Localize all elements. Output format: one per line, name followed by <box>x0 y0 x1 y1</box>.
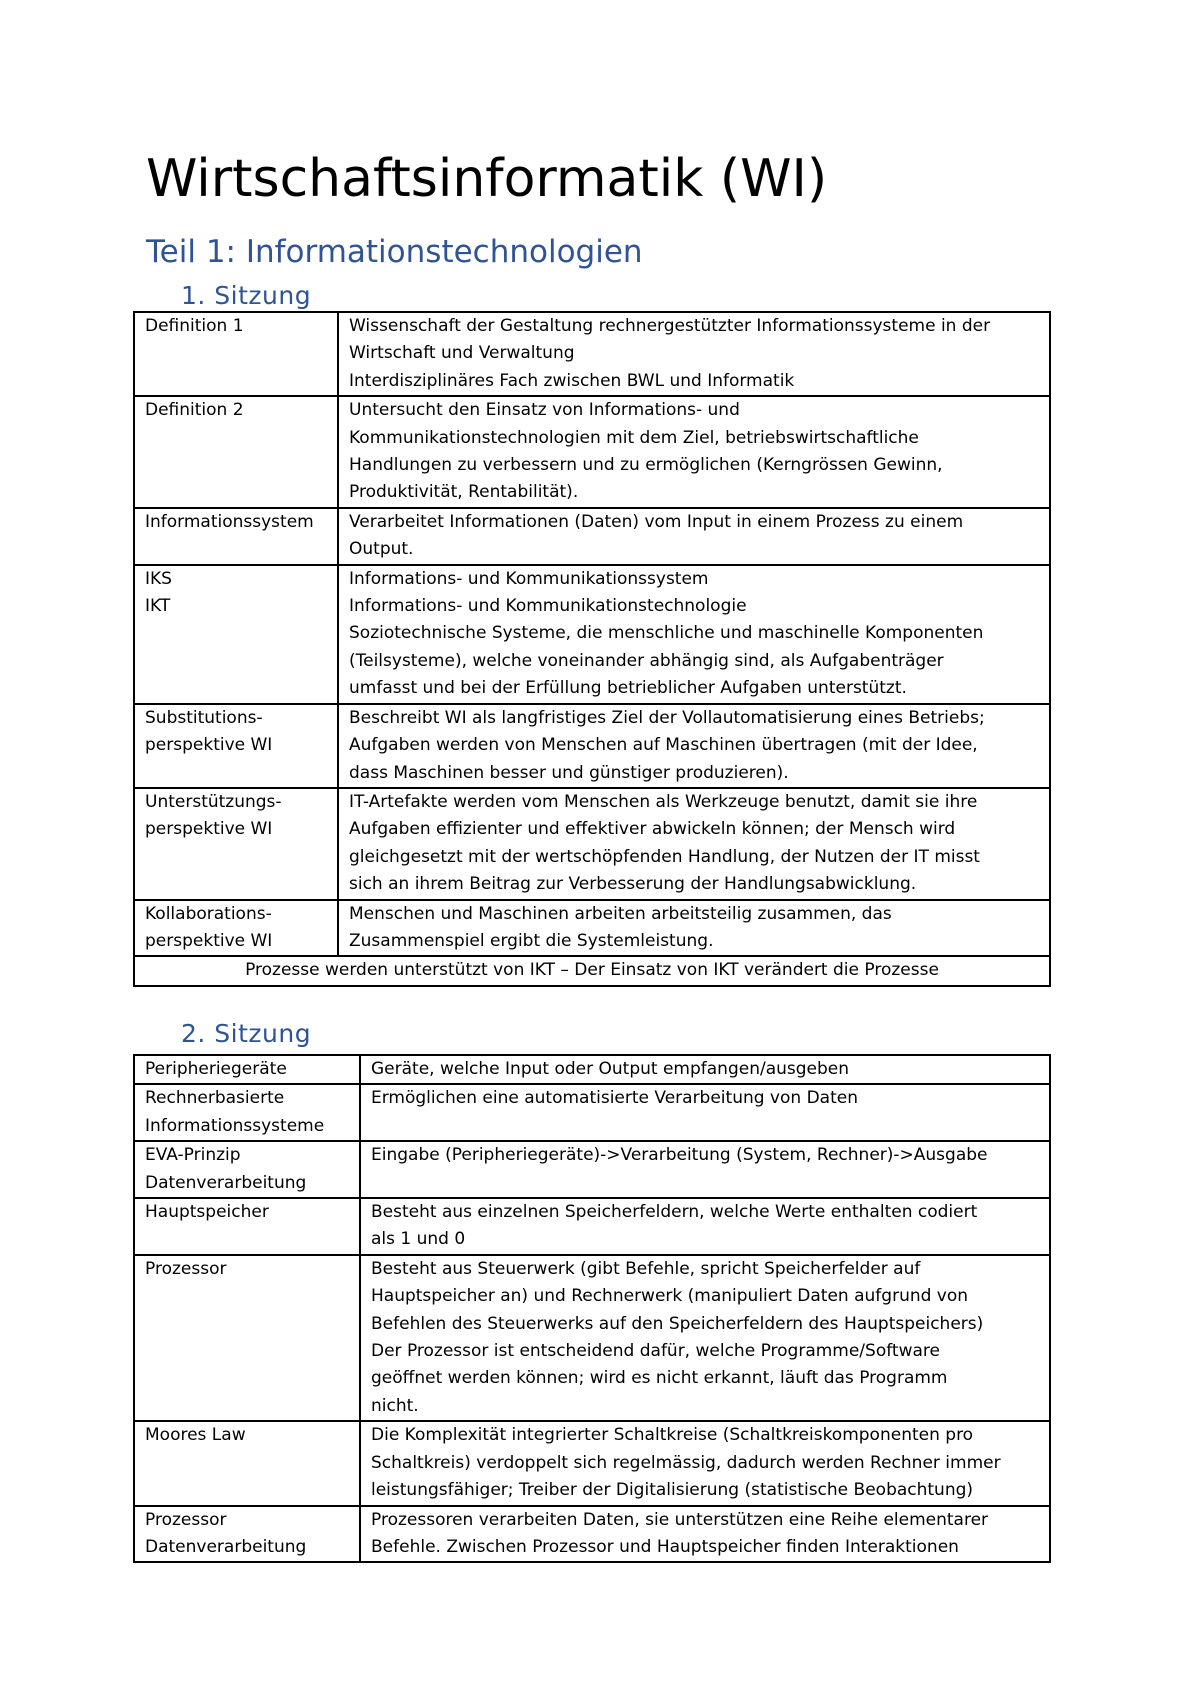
definition-line: Untersucht den Einsatz von Informations- und <box>349 400 740 421</box>
definition-line: Handlungen zu verbessern und zu ermöglichen (Kerngrössen Gewinn, <box>349 455 943 476</box>
definition-line: Der Prozessor ist entscheidend dafür, welche Programme/Software <box>371 1341 940 1362</box>
table-footer-row <box>134 956 1050 985</box>
definition-line: Befehlen des Steuerwerks auf den Speicherfeldern des Hauptspeichers) <box>371 1313 984 1334</box>
definition-line: Prozessoren verarbeiten Daten, sie unterstützen eine Reihe elementarer <box>371 1509 989 1530</box>
definition-line: (Teilsysteme), welche voneinander abhängig sind, als Aufgabenträger <box>349 650 944 671</box>
definition-line: als 1 und 0 <box>371 1229 466 1250</box>
term-line: Definition 2 <box>145 400 244 421</box>
definition-line: Besteht aus Steuerwerk (gibt Befehle, spricht Speicherfelder auf <box>371 1258 921 1279</box>
term-line: Unterstützungs- <box>145 791 282 812</box>
table-row <box>134 1255 1050 1421</box>
definition-line: sich an ihrem Beitrag zur Verbesserung der Handlungsabwicklung. <box>349 874 917 895</box>
table-row <box>134 1421 1050 1505</box>
term-cell <box>134 1141 360 1198</box>
definition-line: Eingabe (Peripheriegeräte)->Verarbeitung (System, Rechner)->Ausgabe <box>371 1145 988 1166</box>
definition-cell <box>360 1084 1050 1141</box>
table-row <box>134 1084 1050 1141</box>
session-1-heading: 1. Sitzung <box>181 281 312 310</box>
term-line: Moores Law <box>145 1425 246 1446</box>
definition-line: Befehle. Zwischen Prozessor und Hauptspeicher finden Interaktionen <box>371 1536 959 1557</box>
table-row <box>134 1506 1050 1563</box>
term-cell <box>134 1084 360 1141</box>
definition-line: Wirtschaft und Verwaltung <box>349 343 575 364</box>
table-row <box>134 1141 1050 1198</box>
term-line: Rechnerbasierte <box>145 1088 285 1109</box>
document-title: Wirtschaftsinformatik (WI) <box>146 149 828 209</box>
definition-line: Zusammenspiel ergibt die Systemleistung. <box>349 930 714 951</box>
definition-line: Beschreibt WI als langfristiges Ziel der Vollautomatisierung eines Betriebs; <box>349 707 985 728</box>
table-row <box>134 1198 1050 1255</box>
term-line: Prozessor <box>145 1258 227 1279</box>
definition-line: Produktivität, Rentabilität). <box>349 482 579 503</box>
definition-line: Informations- und Kommunikationssystem <box>349 568 709 589</box>
definition-line: Ermöglichen eine automatisierte Verarbeitung von Daten <box>371 1088 858 1109</box>
definition-line: Aufgaben werden von Menschen auf Maschinen übertragen (mit der Idee, <box>349 735 978 756</box>
definition-line: nicht. <box>371 1395 419 1416</box>
definition-line: Die Komplexität integrierter Schaltkreise (Schaltkreiskomponenten pro <box>371 1425 974 1446</box>
definition-line: Interdisziplinäres Fach zwischen BWL und Informatik <box>349 370 795 391</box>
term-cell <box>134 788 338 900</box>
term-cell <box>134 1421 360 1505</box>
definition-cell <box>338 312 1050 396</box>
definition-line: umfasst und bei der Erfüllung betrieblicher Aufgaben unterstützt. <box>349 678 907 699</box>
term-cell <box>134 1255 360 1421</box>
table-row <box>134 704 1050 788</box>
definition-line: Aufgaben effizienter und effektiver abwickeln können; der Mensch wird <box>349 819 956 840</box>
definition-line: IT-Artefakte werden vom Menschen als Werkzeuge benutzt, damit sie ihre <box>349 791 978 812</box>
definition-cell <box>360 1055 1050 1084</box>
definition-cell <box>338 900 1050 957</box>
term-cell <box>134 565 338 704</box>
definition-cell <box>360 1141 1050 1198</box>
table-footer-text: Prozesse werden unterstützt von IKT – Der Einsatz von IKT verändert die Prozesse <box>134 956 1050 985</box>
definition-cell <box>338 508 1050 565</box>
definition-cell <box>338 704 1050 788</box>
table-row <box>134 396 1050 508</box>
table-row <box>134 312 1050 396</box>
table-row <box>134 508 1050 565</box>
term-line: Datenverarbeitung <box>145 1536 307 1557</box>
term-line: Kollaborations- <box>145 903 272 924</box>
definition-cell <box>338 396 1050 508</box>
table-row <box>134 1055 1050 1084</box>
definition-line: Schaltkreis) verdoppelt sich regelmässig, dadurch werden Rechner immer <box>371 1452 1001 1473</box>
definition-line: Geräte, welche Input oder Output empfangen/ausgeben <box>371 1059 850 1079</box>
definition-line: leistungsfähiger; Treiber der Digitalisierung (statistische Beobachtung) <box>371 1480 974 1501</box>
term-cell <box>134 704 338 788</box>
definition-line: Soziotechnische Systeme, die menschliche und maschinelle Komponenten <box>349 623 984 644</box>
definition-cell <box>338 565 1050 704</box>
definition-line: Wissenschaft der Gestaltung rechnergestützter Informationssysteme in der <box>349 316 991 336</box>
term-line: EVA-Prinzip <box>145 1145 241 1166</box>
definition-cell <box>360 1255 1050 1421</box>
term-cell <box>134 396 338 508</box>
term-cell <box>134 900 338 957</box>
term-line: Datenverarbeitung <box>145 1172 307 1193</box>
definition-line: Output. <box>349 539 414 560</box>
term-line: Definition 1 <box>145 316 244 336</box>
definition-line: gleichgesetzt mit der wertschöpfenden Handlung, der Nutzen der IT misst <box>349 846 980 867</box>
term-line: Peripheriegeräte <box>145 1059 287 1079</box>
term-line: IKS <box>145 568 172 589</box>
definition-cell <box>360 1198 1050 1255</box>
definition-line: Menschen und Maschinen arbeiten arbeitsteilig zusammen, das <box>349 903 892 924</box>
term-line: IKT <box>145 596 171 617</box>
session-1-table <box>133 311 1051 987</box>
session-2-table <box>133 1054 1051 1563</box>
term-cell <box>134 1198 360 1255</box>
part-heading: Teil 1: Informationstechnologien <box>146 234 643 270</box>
definition-line: Kommunikationstechnologien mit dem Ziel, betriebswirtschaftliche <box>349 427 919 448</box>
table-row <box>134 565 1050 704</box>
term-line: perspektive WI <box>145 819 273 840</box>
table-row <box>134 900 1050 957</box>
term-line: Informationssysteme <box>145 1115 325 1136</box>
definition-cell <box>360 1506 1050 1563</box>
definition-line: Besteht aus einzelnen Speicherfeldern, welche Werte enthalten codiert <box>371 1202 978 1223</box>
session-2-heading: 2. Sitzung <box>181 1019 312 1048</box>
definition-line: dass Maschinen besser und günstiger produzieren). <box>349 762 789 783</box>
term-line: Hauptspeicher <box>145 1202 269 1223</box>
term-cell <box>134 1506 360 1563</box>
term-line: perspektive WI <box>145 735 273 756</box>
table-row <box>134 788 1050 900</box>
definition-line: geöffnet werden können; wird es nicht erkannt, läuft das Programm <box>371 1368 948 1389</box>
definition-cell <box>338 788 1050 900</box>
definition-line: Hauptspeicher an) und Rechnerwerk (manipuliert Daten aufgrund von <box>371 1286 969 1307</box>
definition-line: Informations- und Kommunikationstechnologie <box>349 596 747 617</box>
term-line: perspektive WI <box>145 930 273 951</box>
term-cell <box>134 1055 360 1084</box>
term-line: Prozessor <box>145 1509 227 1530</box>
definition-line: Verarbeitet Informationen (Daten) vom Input in einem Prozess zu einem <box>349 511 964 532</box>
definition-cell <box>360 1421 1050 1505</box>
term-cell <box>134 508 338 565</box>
term-line: Substitutions- <box>145 707 263 728</box>
term-cell <box>134 312 338 396</box>
term-line: Informationssystem <box>145 511 314 532</box>
